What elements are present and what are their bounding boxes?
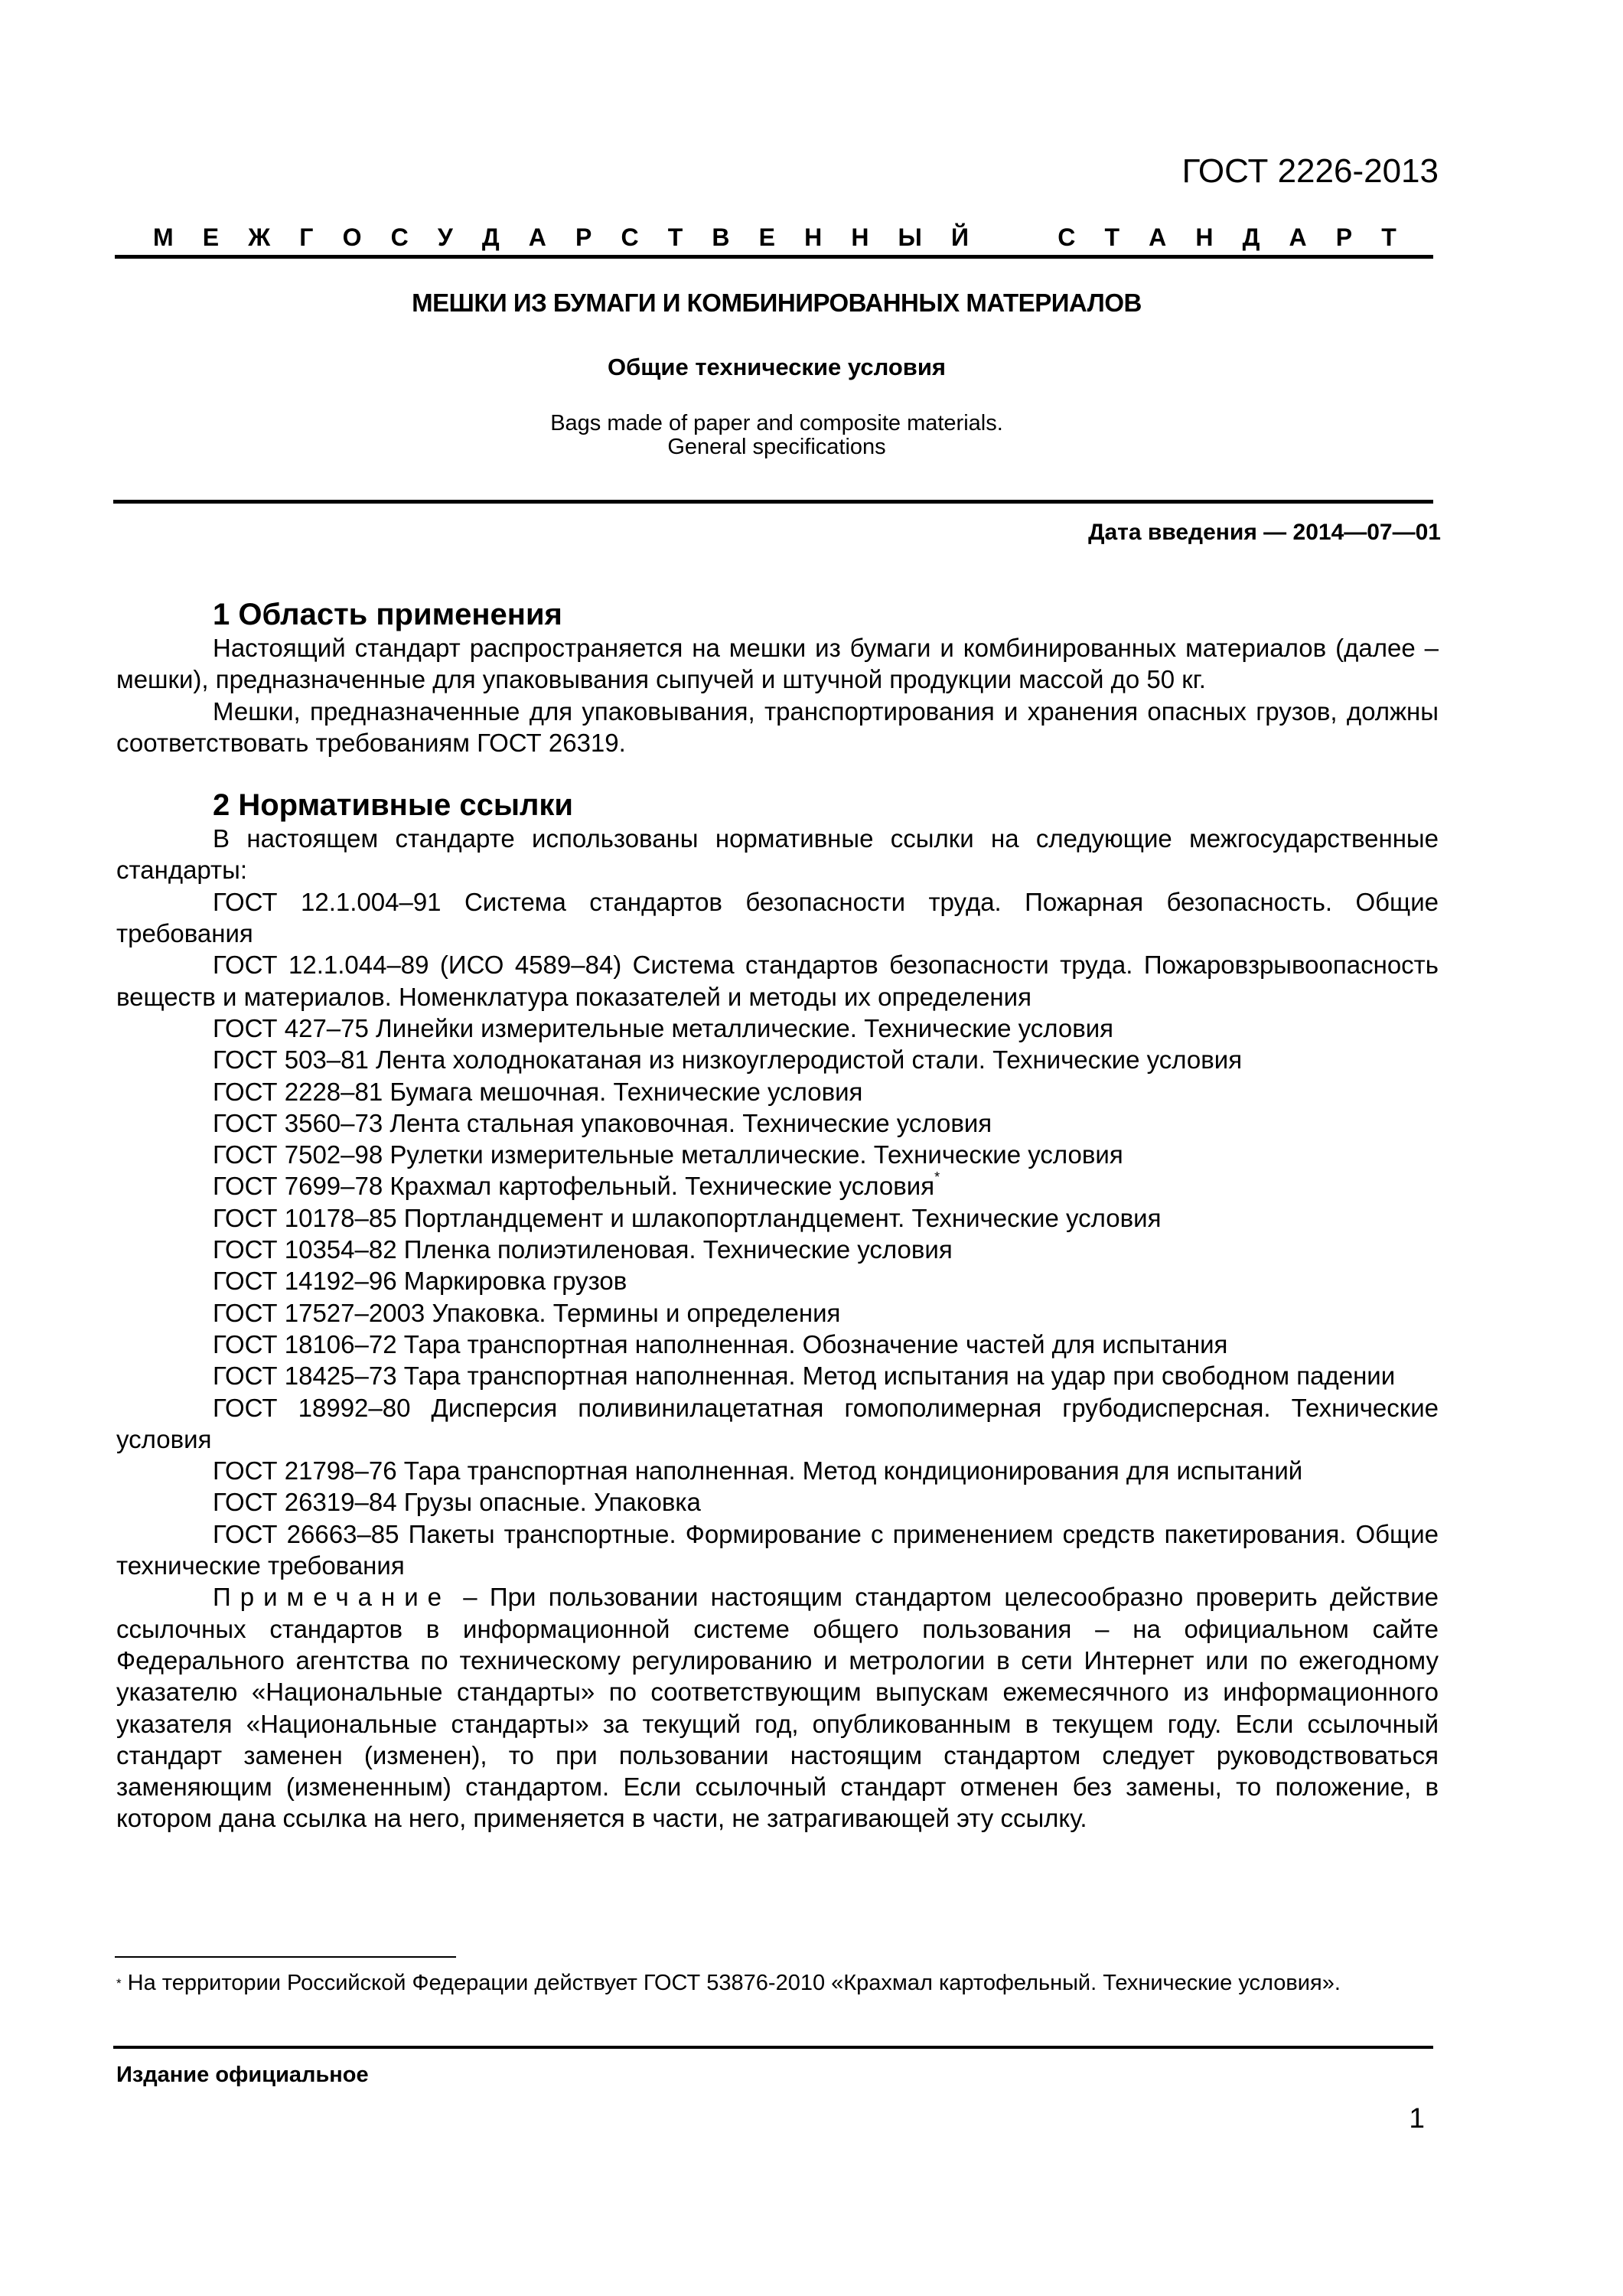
reference-text: ГОСТ 7699–78 Крахмал картофельный. Технические условия [213,1172,935,1201]
reference-item: ГОСТ 18106–72 Тара транспортная наполненная. Обозначение частей для испытания [213,1329,1228,1358]
letter: А [1289,223,1307,251]
document-subtitle: Общие технические условия [608,354,946,380]
letter: Н [851,223,869,251]
introduction-date-value: — 2014—07—01 [1256,520,1441,545]
standard-kind-banner [115,222,1435,253]
letter: Й [951,223,969,251]
letter: А [528,223,546,251]
letter: Ы [898,223,922,251]
section-2-intro: В настоящем стандарте использованы нормативные ссылки на следующие межгосударственные стандарты: [116,824,1439,885]
letter: Д [481,223,500,251]
document-title: МЕШКИ ИЗ БУМАГИ И КОМБИНИРОВАННЫХ МАТЕРИАЛОВ [412,289,1142,317]
letter: Р [1335,223,1353,251]
introduction-date [918,519,1441,546]
section-2-heading: 2 Нормативные ссылки [213,788,574,823]
document-code: ГОСТ 2226-2013 [1181,152,1439,190]
footnote-marker[interactable]: * [934,1169,940,1186]
letter: О [342,223,362,251]
reference-item-with-footnote [116,1170,1439,1202]
letter: Т [667,223,683,251]
reference-item: ГОСТ 12.1.004–91 Система стандартов безопасности труда. Пожарная безопасность. Общие требования [116,887,1439,948]
note-text: – При пользовании настоящим стандартом целесообразно проверить действие ссылочных стандартов в информационной системе общего пользования – на официальном сайте Федерального агентства по техническому регулированию и метрологии в сети Интернет или по ежегодному указателю «Национальные стандарты» по соответствующим выпускам ежемесячного из информационного указателя «Национальные стандарты» за текущий год, опубликованным в текущем году. Если ссылочный стандарт заменен (изменен), то при пользовании настоящим стандартом следует руководствоваться заменяющим (измененным) стандартом. Если ссылочный стандарт отменен без замены, то положение, в котором дана ссылка на него, применяется в части, не затрагивающей эту ссылку. [116,1583,1439,1833]
letter: С [1058,223,1076,251]
reference-item: ГОСТ 26663–85 Пакеты транспортные. Формирование с применением средств пакетирования. Общие технические требования [116,1519,1439,1580]
reference-item: ГОСТ 18992–80 Дисперсия поливинилацетатная гомополимерная грубодисперсная. Технические условия [116,1393,1439,1453]
title-divider [113,500,1433,504]
letter: Н [804,223,823,251]
introduction-date-label: Дата введения [1088,520,1257,545]
letter: Ж [248,223,271,251]
letter: С [621,223,639,251]
letter: Е [202,223,220,251]
note-paragraph [116,1581,1439,1834]
letter: Н [1195,223,1214,251]
official-edition-label: Издание официальное [116,2063,369,2087]
letter: Г [299,223,314,251]
page-number: 1 [1409,2102,1425,2134]
reference-item: ГОСТ 26319–84 Грузы опасные. Упаковка [213,1488,701,1517]
reference-item: ГОСТ 2228–81 Бумага мешочная. Технические условия [213,1077,863,1106]
footnote-divider [115,1956,456,1958]
letter: У [437,223,453,251]
section-1-heading: 1 Область применения [213,598,562,631]
reference-item: ГОСТ 3560–73 Лента стальная упаковочная. Технические условия [213,1108,992,1137]
reference-item: ГОСТ 427–75 Линейки измерительные металлические. Технические условия [213,1013,1114,1042]
letter: Д [1242,223,1260,251]
word-gap [998,222,1028,253]
reference-item: ГОСТ 10354–82 Пленка полиэтиленовая. Технические условия [213,1235,953,1264]
reference-item: ГОСТ 12.1.044–89 (ИСО 4589–84) Система стандартов безопасности труда. Пожаровзрывоопасность веществ и материалов. Номенклатура показателей и методы их определения [116,951,1439,1011]
footer-divider [113,2046,1433,2049]
footnote-text: На территории Российской Федерации действует ГОСТ 53876-2010 «Крахмал картофельный. Технические условия». [121,1971,1341,1995]
letter: М [153,223,174,251]
letter: Т [1381,223,1396,251]
section-1-paragraph: Мешки, предназначенные для упаковывания, транспортирования и хранения опасных грузов, должны соответствовать требованиям ГОСТ 26319. [116,696,1439,757]
reference-item: ГОСТ 503–81 Лента холоднокатаная из низкоуглеродистой стали. Технические условия [213,1045,1243,1075]
letter: Т [1104,223,1120,251]
english-title-line-1: Bags made of paper and composite materials. [550,411,1003,435]
reference-item: ГОСТ 7502–98 Рулетки измерительные металлические. Технические условия [213,1140,1123,1169]
reference-item: ГОСТ 21798–76 Тара транспортная наполненная. Метод кондиционирования для испытаний [213,1456,1303,1486]
document-body [116,597,1439,1835]
footnote-marker: * [116,1976,122,1991]
section-1-paragraph: Настоящий стандарт распространяется на мешки из бумаги и комбинированных материалов (далее – мешки), предназначенные для упаковывания сыпучей и штучной продукции массой до 50 кг. [116,634,1439,694]
header-divider [115,255,1433,259]
reference-item: ГОСТ 10178–85 Портландцемент и шлакопортландцемент. Технические условия [213,1203,1162,1232]
reference-item: ГОСТ 17527–2003 Упаковка. Термины и определения [213,1298,841,1327]
note-label: Примечание [213,1583,451,1612]
letter: С [390,223,409,251]
letter: В [712,223,730,251]
letter: Р [575,223,592,251]
english-title [115,412,1439,459]
reference-item: ГОСТ 14192–96 Маркировка грузов [213,1267,627,1296]
english-title-line-2: General specifications [667,435,886,459]
letter: Е [758,223,775,251]
footnote [116,1967,1439,2000]
letter: А [1149,223,1167,251]
reference-item: ГОСТ 18425–73 Тара транспортная наполненная. Метод испытания на удар при свободном падении [213,1362,1396,1391]
